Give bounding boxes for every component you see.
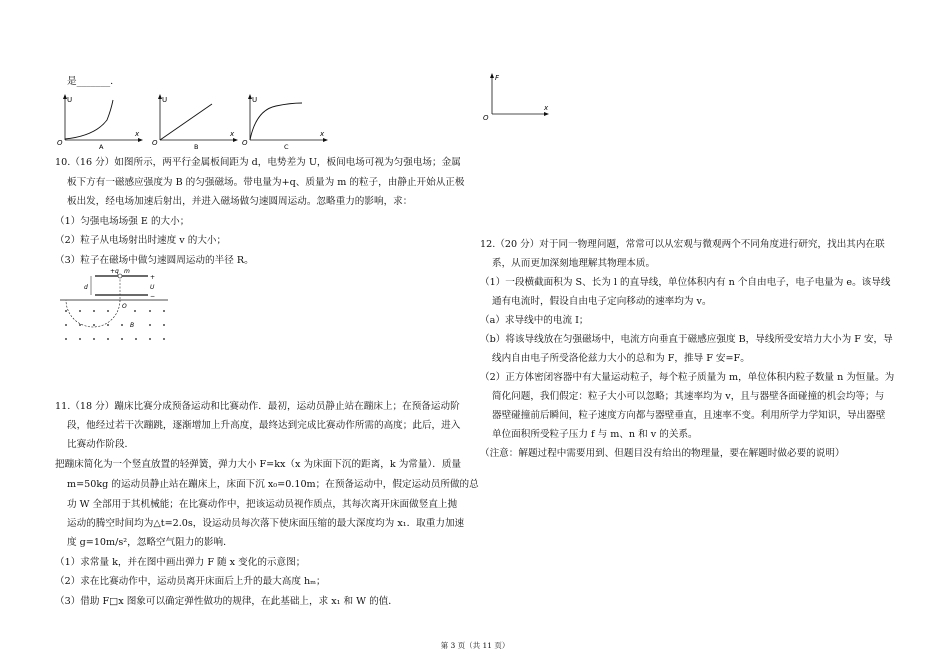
q10-line1: 10.（16 分）如图所示，两平行金属板间距为 d，电势差为 U，板间电场可视为匀强电场；金属 <box>55 157 461 168</box>
q10-sub1: （1）匀强电场场强 E 的大小； <box>55 216 190 227</box>
q11-line7: 运动的腾空时间均为△t=2.0s，设运动员每次落下使床面压缩的最大深度均为 x₁．取重力加速 <box>67 518 465 529</box>
q12-p2b: 简化问题，我们假定：粒子大小可以忽略；其速率均为 v，且与器壁各面碰撞的机会均等；与 <box>492 391 885 402</box>
curve-a <box>65 100 113 139</box>
q12-p1a: （1）一段横截面积为 S、长为 l 的直导线，单位体积内有 n 个自由电子，电子电量为 e。该导线 <box>480 277 891 288</box>
q12-line2: 系，从而更加深刻地理解其物理本质。 <box>492 258 656 269</box>
axis-x-f: x <box>544 104 549 112</box>
q9-tail: 是_______. <box>67 76 114 87</box>
label-a: A <box>99 143 104 150</box>
label-o: O <box>122 303 127 310</box>
origin-f: O <box>483 114 489 122</box>
q10-line3: 板出发，经电场加速后射出，并进入磁场做匀速圆周运动。忽略重力的影响，求： <box>67 196 413 207</box>
q12-line1: 12.（20 分）对于同一物理问题，常常可以从宏观与微观两个不同角度进行研究，找出其内在联 <box>480 239 885 250</box>
graph-a <box>55 92 145 150</box>
line-b <box>160 104 212 140</box>
axis-x-c: x <box>320 130 325 138</box>
axis-u-b: U <box>162 96 168 104</box>
q12-p2a: （2）正方体密闭容器中有大量运动粒子，每个粒子质量为 m，单位体积内粒子数量 n 为恒量。为 <box>480 372 895 383</box>
axis-x-b: x <box>230 130 235 138</box>
label-d: d <box>84 284 88 291</box>
label-b-field: B <box>130 322 135 329</box>
q11-line6: 功 W 全部用于其机械能；在比赛动作中，把该运动员视作质点，其每次离开床面做竖直上抛 <box>67 499 458 510</box>
q11-line2: 段，他经过若干次蹦跳，逐渐增加上升高度，最终达到完成比赛动作所需的高度；此后，进入 <box>67 420 461 431</box>
q12-pb1: （b）将该导线放在匀强磁场中，电流方向垂直于磁感应强度 B，导线所受安培力大小为 F 安，导 <box>480 334 893 345</box>
q12-pa: （a）求导线中的电流 I； <box>480 315 589 326</box>
label-c: C <box>284 143 289 150</box>
q10-sub2: （2）粒子从电场射出时速度 v 的大小； <box>55 235 227 246</box>
axis-u-a: U <box>67 96 73 104</box>
graph-b <box>150 92 240 150</box>
page-footer: 第 3 页（共 11 页） <box>440 641 510 650</box>
axis-u-c: U <box>252 96 258 104</box>
label-minus: − <box>150 293 156 300</box>
q10-line2: 板下方有一磁感应强度为 B 的匀强磁场。带电量为+q、质量为 m 的粒子，由静止开始从正极 <box>67 177 465 188</box>
origin-a: O <box>57 139 63 147</box>
axis-f: F <box>495 74 500 82</box>
label-mass: m <box>124 268 130 275</box>
q12-p1b: 通有电流时，假设自由电子定向移动的速率均为 v。 <box>492 296 712 307</box>
q12-p2d: 单位面积所受粒子压力 f 与 m、n 和 v 的关系。 <box>492 429 698 440</box>
q11-line8: 度 g=10m/s²，忽略空气阻力的影响． <box>67 537 233 548</box>
trajectory-arc <box>66 300 120 327</box>
label-plus: + <box>150 274 156 281</box>
label-b: B <box>194 143 199 150</box>
field-dots <box>65 310 165 340</box>
q11-line3: 比赛动作阶段． <box>67 439 135 450</box>
q11-line1: 11.（18 分）蹦床比赛分成预备运动和比赛动作．最初，运动员静止站在蹦床上；在预备运动阶 <box>55 401 460 412</box>
q10-sub3: （3）粒子在磁场中做匀速圆周运动的半径 R。 <box>55 255 254 266</box>
q11-line4: 把蹦床简化为一个竖直放置的轻弹簧，弹力大小 F=kx（x 为床面下沉的距离，k 为常量）．质量 <box>55 459 462 470</box>
origin-c: O <box>242 139 248 147</box>
q11-sub2: （2）求在比赛动作中，运动员离开床面后上升的最大高度 hₘ； <box>55 576 326 587</box>
q11-line5: m=50kg 的运动员静止站在蹦床上，床面下沉 x₀=0.10m；在预备运动中，假定运动员所做的总 <box>67 479 479 490</box>
axis-x-a: x <box>135 130 140 138</box>
label-charge: +q <box>110 268 119 275</box>
q10-figure <box>60 265 170 347</box>
graph-c <box>240 92 330 150</box>
origin-b: O <box>152 139 158 147</box>
q12-p2c: 器壁碰撞前后瞬间，粒子速度方向都与器壁垂直，且速率不变。利用所学力学知识，导出器壁 <box>492 410 886 421</box>
q11-sub3: （3）借助 F□x 图象可以确定弹性做功的规律，在此基础上，求 x₁ 和 W 的值． <box>55 596 398 607</box>
q12-pb2: 线内自由电子所受洛伦兹力大小的总和为 F，推导 F 安=F。 <box>492 353 750 364</box>
q11-sub1: （1）求常量 k，并在图中画出弹力 F 随 x 变化的示意图； <box>55 557 306 568</box>
curve-c <box>250 103 302 140</box>
q12-note: （注意：解题过程中需要用到、但题目没有给出的物理量，要在解题时做必要的说明） <box>480 448 845 459</box>
label-u: U <box>150 284 155 291</box>
fx-graph <box>480 70 555 122</box>
